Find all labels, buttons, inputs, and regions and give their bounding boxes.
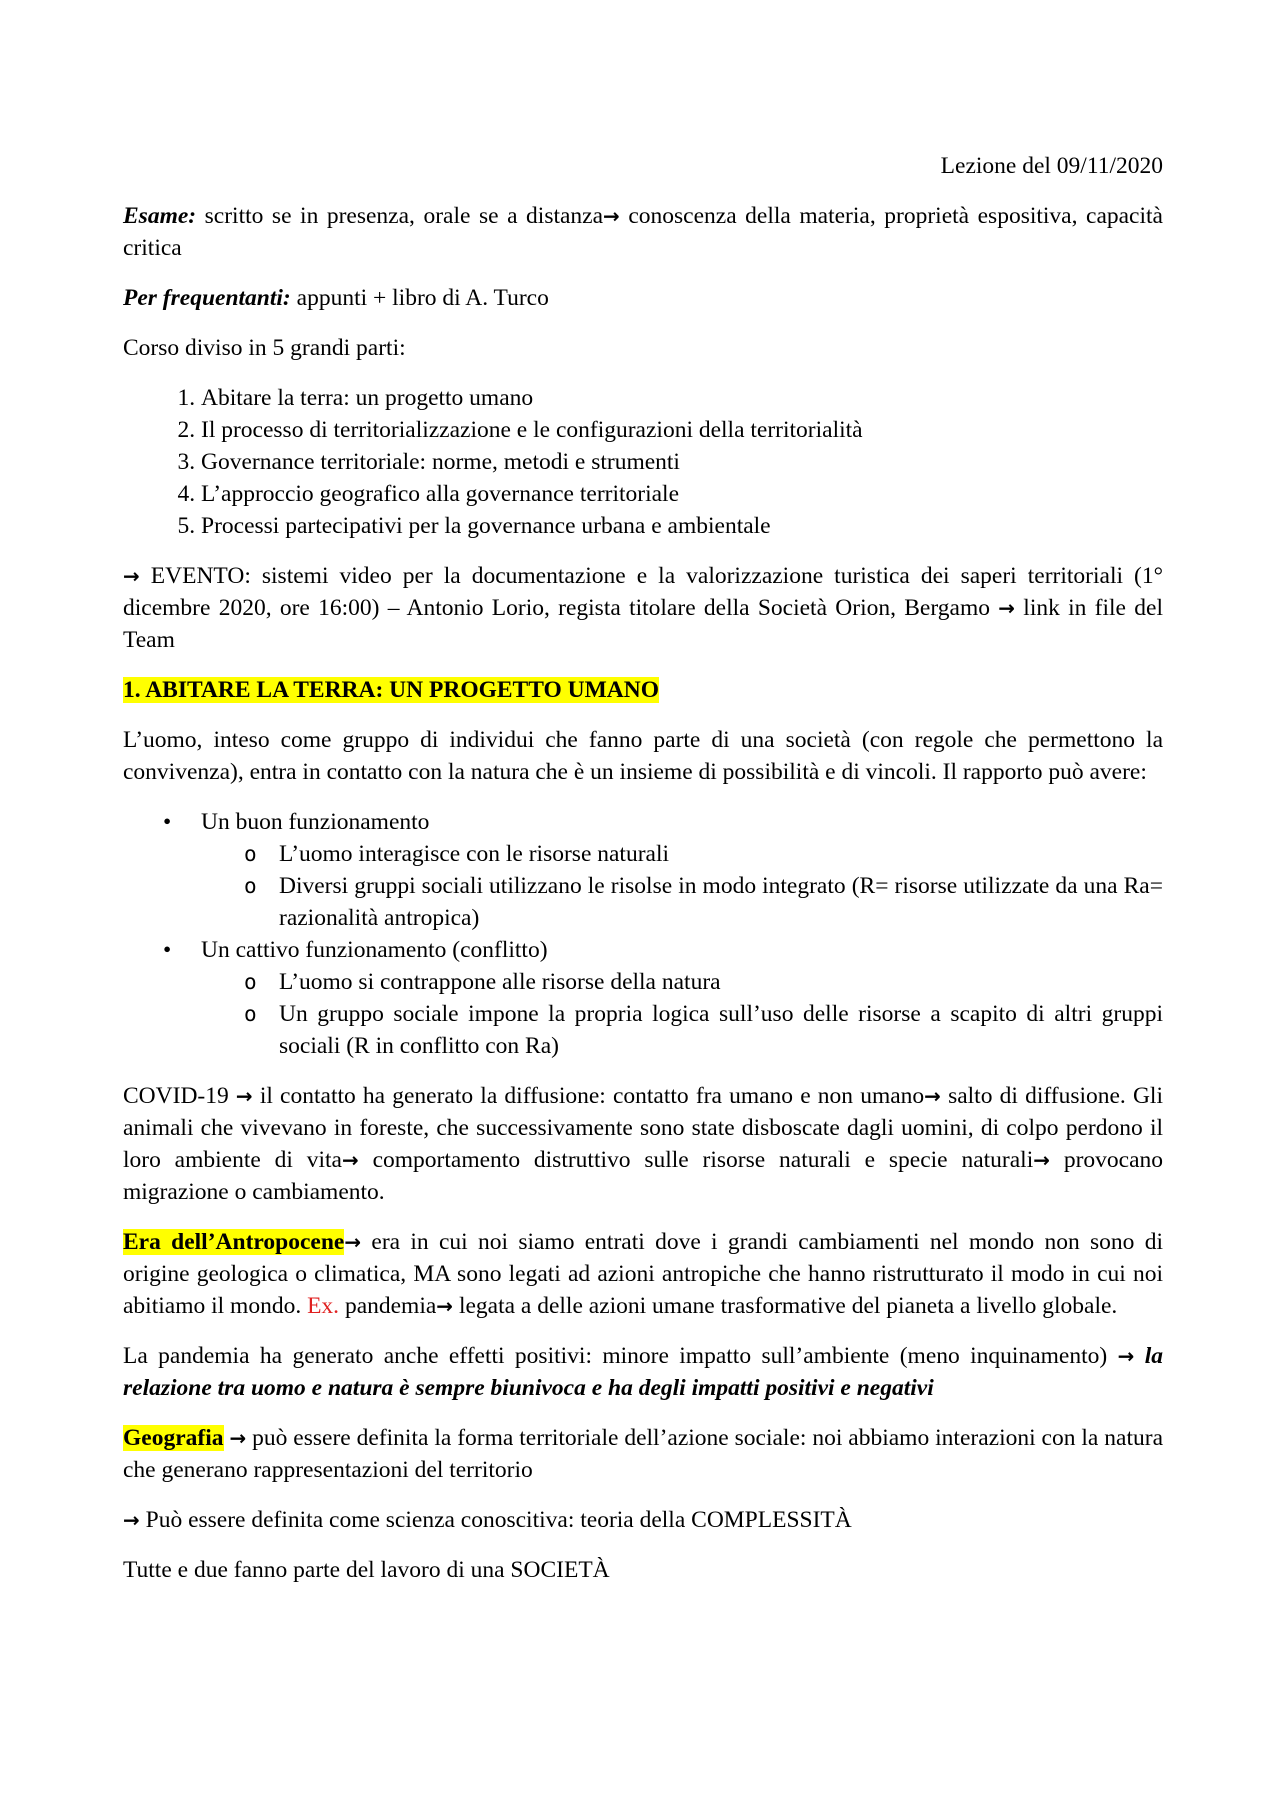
attendance-label: Per frequentanti:	[123, 285, 291, 311]
arrow-right-icon: →	[344, 1230, 362, 1254]
sublist-item: o L’uomo si contrappone alle risorse della natura	[123, 966, 1163, 998]
bullet-icon: •	[163, 937, 172, 963]
arrow-right-icon: →	[235, 1084, 253, 1108]
list-item: 1. Abitare la terra: un progetto umano	[201, 382, 1163, 414]
attendance-text: appunti + libro di A. Turco	[290, 285, 549, 311]
key-statement: la relazione tra uomo e natura è sempre biunivoca e ha degli impatti positivi e negativi	[123, 1343, 1163, 1401]
circle-bullet-icon: o	[244, 842, 257, 866]
document-page	[123, 150, 1163, 1604]
event-text-a: EVENTO: sistemi video per la documentazione e la valorizzazione turistica dei saperi territoriali (1° dicembre 2020, ore 16:00) – Antonio Lorio, regista titolare della Società Orion, Bergamo	[123, 563, 1163, 621]
list-item-label: Un cattivo funzionamento (conflitto)	[201, 937, 548, 963]
list-item	[123, 934, 1163, 966]
section-title	[123, 674, 1163, 706]
list-item-label: Un buon funzionamento	[201, 809, 430, 835]
arrow-right-icon: →	[342, 1148, 359, 1172]
exam-label: Esame:	[123, 203, 197, 229]
event-paragraph	[123, 560, 1163, 656]
section-title-text: 1. ABITARE LA TERRA: UN PROGETTO UMANO	[123, 677, 660, 703]
geography-paragraph: Geografia → può essere definita la forma territoriale dell’azione sociale: noi abbiamo interazioni con la natura che generano rappresentazioni del territorio	[123, 1425, 1163, 1483]
exam-text-b: conoscenza della materia, proprietà espositiva, capacità critica	[123, 203, 1163, 261]
arrow-right-icon: →	[436, 1294, 454, 1318]
sublist-container	[123, 966, 1163, 1062]
circle-bullet-icon: o	[244, 1002, 257, 1026]
covid-paragraph: COVID-19 → il contatto ha generato la diffusione: contatto fra umano e non umano→ salto di diffusione. Gli animali che vivevano in foreste, che successivamente sono state disboscate dagli uomini, di colpo perdono il loro ambiente di vita→ comportamento distruttivo sulle risorse naturali e specie naturali→ provocano migrazione o cambiamento.	[123, 1083, 1163, 1205]
sublist-item: o Un gruppo sociale impone la propria logica sull’uso delle risorse a scapito di altri gruppi sociali (R in conflitto con Ra)	[123, 998, 1163, 1062]
list-item: 5. Processi partecipativi per la governance urbana e ambientale	[201, 510, 1163, 542]
arrow-right-icon: →	[603, 204, 620, 228]
closing-paragraph: Tutte e due fanno parte del lavoro di una SOCIETÀ	[123, 1557, 610, 1583]
arrow-right-icon: →	[1117, 1344, 1135, 1368]
arrow-right-icon: →	[123, 1508, 140, 1532]
arrow-right-icon: →	[998, 596, 1016, 620]
list-item: 2. Il processo di territorializzazione e le configurazioni della territorialità	[201, 414, 1163, 446]
event-text-b: link in file del Team	[123, 595, 1163, 653]
circle-bullet-icon: o	[244, 874, 257, 898]
list-item: 3. Governance territoriale: norme, metodi e strumenti	[201, 446, 1163, 478]
course-parts-list	[123, 382, 1163, 542]
geography-term: Geografia	[123, 1425, 224, 1451]
sublist-item: o L’uomo interagisce con le risorse naturali	[123, 838, 1163, 870]
relation-list	[123, 806, 1163, 1062]
arrow-right-icon: →	[1033, 1148, 1050, 1172]
pandemic-paragraph: La pandemia ha generato anche effetti positivi: minore impatto sull’ambiente (meno inquinamento) → la relazione tra uomo e natura è sempre biunivoca e ha degli impatti positivi e negativi	[123, 1343, 1163, 1401]
anthropocene-term: Era dell’Antropocene	[123, 1229, 345, 1255]
sublist	[123, 838, 1163, 934]
list-item: 4. L’approccio geografico alla governance territoriale	[201, 478, 1163, 510]
sublist-container	[123, 838, 1163, 934]
arrow-right-icon: →	[229, 1426, 247, 1450]
exam-text-a: scritto se in presenza, orale se a distanza	[196, 203, 604, 229]
sublist	[123, 966, 1163, 1062]
science-paragraph: → Può essere definita come scienza conoscitiva: teoria della COMPLESSITÀ	[123, 1507, 852, 1533]
course-intro: Corso diviso in 5 grandi parti:	[123, 335, 406, 361]
example-label: Ex.	[307, 1293, 340, 1319]
arrow-right-icon: →	[924, 1084, 941, 1108]
relation-intro: L’uomo, inteso come gruppo di individui che fanno parte di una società (con regole che permettono la convivenza), entra in contatto con la natura che è un insieme di possibilità e di vincoli. Il rapporto può avere:	[123, 727, 1163, 785]
lesson-date: Lezione del 09/11/2020	[940, 153, 1163, 179]
arrow-right-icon: →	[123, 564, 140, 588]
circle-bullet-icon: o	[244, 970, 257, 994]
attendance-paragraph	[123, 282, 1163, 314]
bullet-icon: •	[163, 809, 172, 835]
anthropocene-paragraph: Era dell’Antropocene→ era in cui noi siamo entrati dove i grandi cambiamenti nel mondo non sono di origine geologica o climatica, MA sono legati ad azioni antropiche che hanno ristrutturato il modo in cui noi abitiamo il mondo. Ex. pandemia→ legata a delle azioni umane trasformative del pianeta a livello globale.	[123, 1229, 1163, 1319]
list-item	[123, 806, 1163, 838]
sublist-item: o Diversi gruppi sociali utilizzano le risolse in modo integrato (R= risorse utilizzate da una Ra= razionalità antropica)	[123, 870, 1163, 934]
exam-paragraph	[123, 200, 1163, 264]
